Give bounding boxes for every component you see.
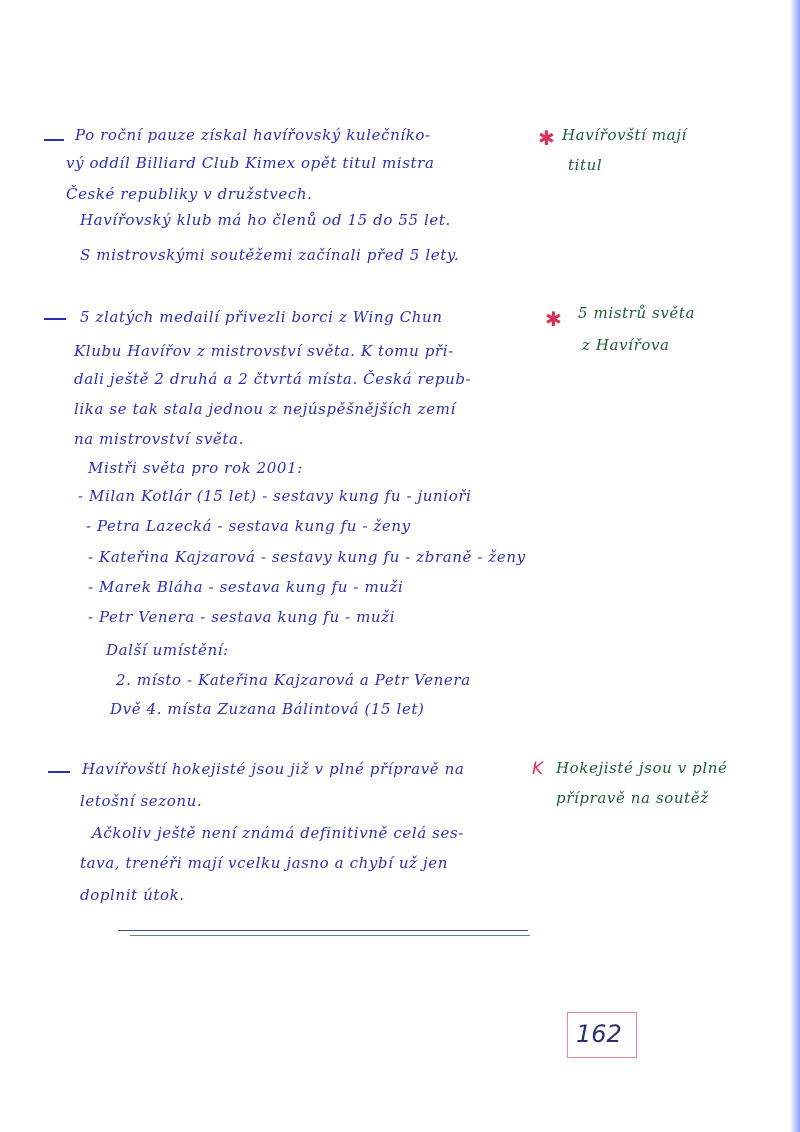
closing-rule (130, 935, 530, 936)
page-number: 162 (576, 1020, 622, 1048)
text-line: letošní sezonu. (80, 792, 203, 810)
text-line: Ačkoliv ještě není známá definitivně celá ses- (92, 824, 464, 842)
bullet-dash (44, 139, 64, 141)
champions-heading: Mistři světa pro rok 2001: (88, 459, 303, 477)
text-line: vý oddíl Billiard Club Kimex opět titul mistra (66, 154, 435, 172)
asterisk-mark: ✱ (538, 126, 555, 150)
closing-rule (118, 930, 528, 931)
others-heading: Další umístění: (106, 641, 229, 659)
margin-note: přípravě na soutěž (556, 789, 709, 807)
text-line: 5 zlatých medailí přivezli borci z Wing Chun (80, 308, 443, 326)
margin-note: titul (568, 156, 603, 174)
bullet-dash (44, 318, 66, 320)
other-placement: 2. místo - Kateřina Kajzarová a Petr Venera (116, 671, 471, 689)
margin-note: z Havířova (582, 336, 670, 354)
margin-note: Havířovští mají (562, 126, 687, 144)
text-line: Po roční pauze získal havířovský kulečníko- (75, 126, 431, 144)
champion-item: - Marek Bláha - sestava kung fu - muži (88, 578, 404, 596)
text-line: lika se tak stala jednou z nejúspěšnějších zemí (74, 400, 456, 418)
bullet-dash (48, 771, 70, 773)
text-line: S mistrovskými soutěžemi začínali před 5 lety. (80, 246, 460, 264)
asterisk-mark: ✱ (545, 307, 562, 331)
champion-item: - Petr Venera - sestava kung fu - muži (88, 608, 396, 626)
text-line: doplnit útok. (80, 886, 185, 904)
k-mark: K (532, 759, 544, 779)
margin-note: Hokejisté jsou v plné (556, 759, 728, 777)
text-line: Klubu Havířov z mistrovství světa. K tomu při- (74, 342, 454, 360)
text-line: Havířovský klub má ho členů od 15 do 55 let. (80, 211, 451, 229)
text-line: na mistrovství světa. (74, 430, 244, 448)
champion-item: - Milan Kotlár (15 let) - sestavy kung fu - junioři (78, 487, 472, 505)
text-line: Havířovští hokejisté jsou již v plné přípravě na (82, 760, 465, 778)
champion-item: - Kateřina Kajzarová - sestavy kung fu - zbraně - ženy (88, 548, 526, 566)
champion-item: - Petra Lazecká - sestava kung fu - ženy (86, 517, 411, 535)
scan-edge (790, 0, 800, 1132)
other-placement: Dvě 4. místa Zuzana Bálintová (15 let) (110, 700, 425, 718)
text-line: dali ještě 2 druhá a 2 čtvrtá místa. Česká repub- (74, 370, 472, 388)
text-line: tava, trenéři mají vcelku jasno a chybí už jen (80, 854, 449, 872)
text-line: České republiky v družstvech. (66, 185, 313, 203)
margin-note: 5 mistrů světa (578, 304, 696, 322)
